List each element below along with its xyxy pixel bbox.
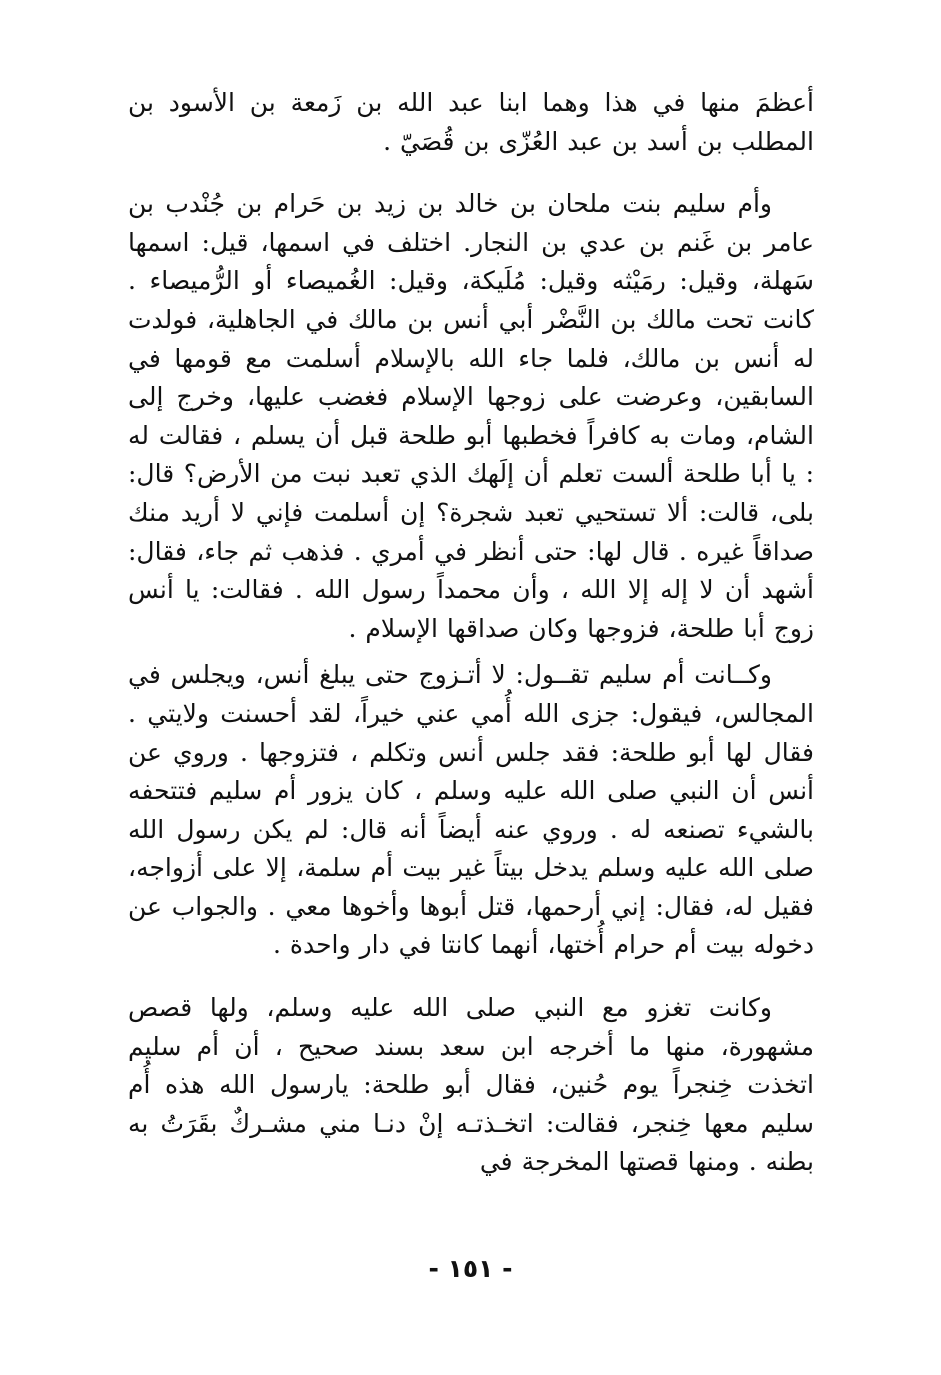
- paragraph-1: أعظمَ منها في هذا وهما ابنا عبد الله بن زَمعة بن الأسود بن المطلب بن أسد بن عبد العُزّى بن قُصَيّ .: [128, 88, 814, 156]
- paragraph-3: وكــانت أم سليم تقــول: لا أتـزوج حتى يبلغ أنس، ويجلس في المجالس، فيقول: جزى الله أُمي عني خيراً، لقد أحسنت ولايتي . فقال لها أبو طلحة: فقد جلس أنس وتكلم ، فتزوجها . وروي عن أنس أن النبي صلى الله عليه وسلم ، كان يزور أم سليم فتتحفه بالشيء تصنعه له . وروي عنه أيضاً أنه قال: لم يكن رسول الله صلى الله عليه وسلم يدخل بيتاً غير بيت أم سلمة، إلا على أزواجه، فقيل له، فقال: إني أرحمها، قتل أبوها وأخوها معي . والجواب عن دخوله بيت أم حرام أُختها، أنهما كانتا في دار واحدة .: [128, 660, 814, 960]
- page-number: - ١٥١ -: [428, 1254, 513, 1283]
- paragraph-4: وكانت تغزو مع النبي صلى الله عليه وسلم، ولها قصص مشهورة، منها ما أخرجه ابن سعد بسند صحيح ، أن أم سليم اتخذت خِنجراً يوم حُنين، فقال أبو طلحة: يارسول الله هذه أُم سليم معها خِنجر، فقالت: اتخـذتـه إنْ دنـا مني مشـركٌ بقَرَتُ به بطنه . ومنها قصتها المخرجة في: [128, 993, 814, 1177]
- paragraph-2: وأم سليم بنت ملحان بن خالد بن زيد بن حَرام بن جُنْدب بن عامر بن غَنم بن عدي بن النجار. اختلف في اسمها، قيل: اسمها سَهلة، وقيل: رمَيْثه وقيل: مُلَيكة، وقيل: الغُميصاء أو الرُّميصاء . كانت تحت مالك بن النَّضْر أبي أنس بن مالك في الجاهلية، فولدت له أنس بن مالك، فلما جاء الله بالإسلام أسلمت مع قومها في السابقين، وعرضت على زوجها الإسلام فغضب عليها، وخرج إلى الشام، ومات به كافراً فخطبها أبو طلحة قبل أن يسلم ، فقالت له : يا أبا طلحة ألست تعلم أن إلَهك الذي تعبد نبت من الأرض؟ قال: بلى، قالت: ألا تستحيي تعبد شجرة؟ إن أسلمت فإني لا أريد منك صداقاً غيره . قال لها: حتى أنظر في أمري . فذهب ثم جاء، فقال: أشهد أن لا إله إلا الله ، وأن محمداً رسول الله . فقالت: يا أنس زوج أبا طلحة، فزوجها وكان صداقها الإسلام .: [128, 189, 814, 643]
- body-text: [128, 84, 814, 1182]
